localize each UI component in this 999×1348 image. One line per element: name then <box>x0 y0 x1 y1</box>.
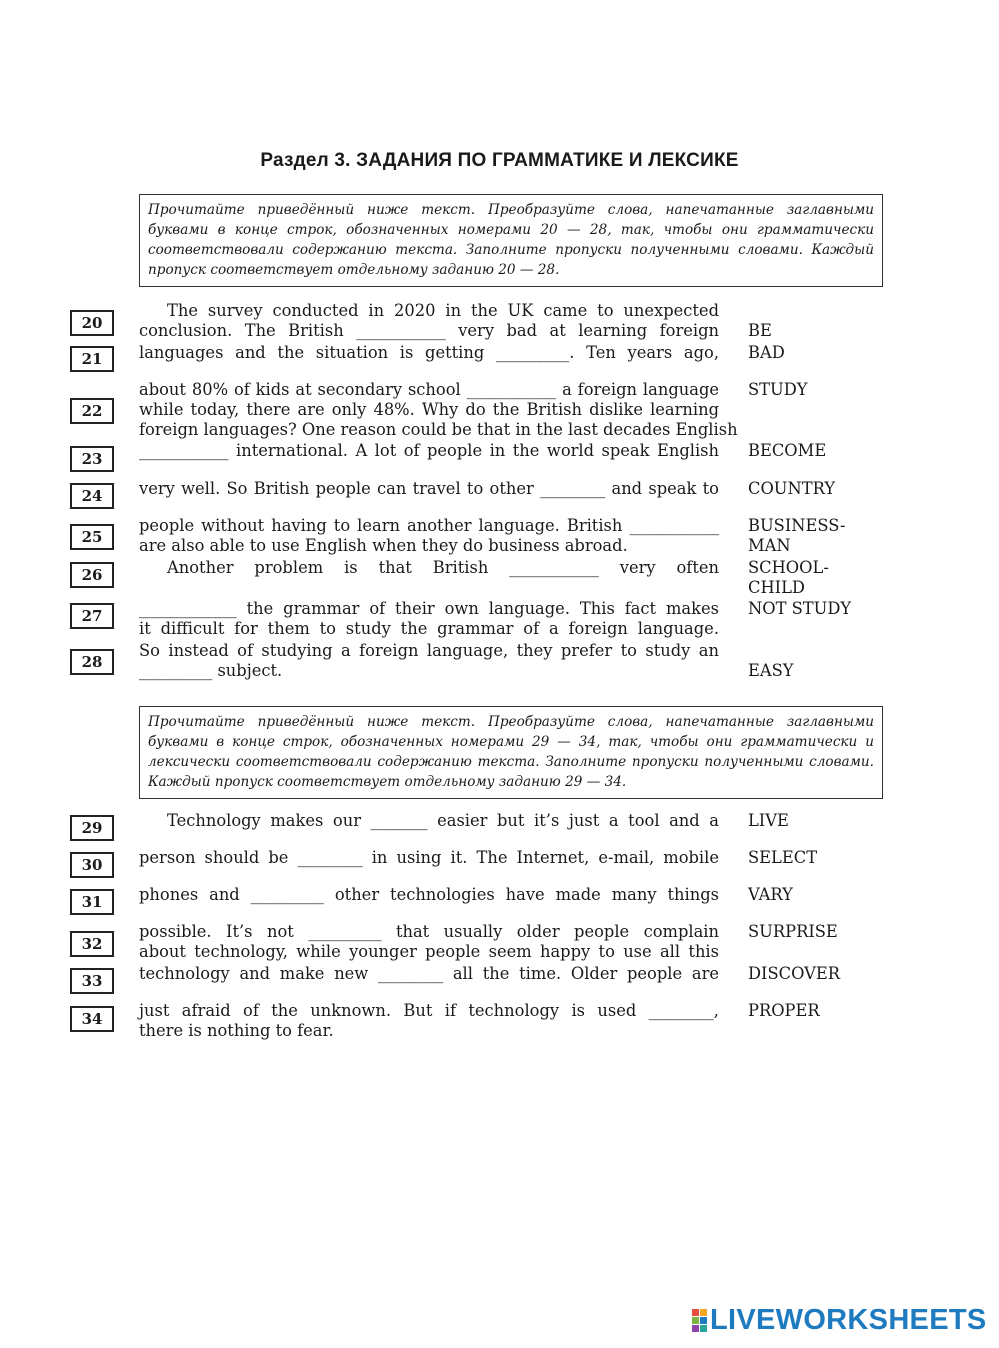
task-number: 32 <box>70 931 114 957</box>
key-word: CHILD <box>748 578 805 597</box>
key-word: PROPER <box>748 1001 820 1020</box>
text-line: So instead of studying a foreign language, they prefer to study an <box>139 641 719 660</box>
text-line: just afraid of the unknown. But if technology is used ________, <box>139 1001 719 1020</box>
task-number: 23 <box>70 446 114 472</box>
key-word: SURPRISE <box>748 922 838 941</box>
text-line: people without having to learn another language. British ___________ <box>139 516 719 535</box>
text-line: technology and make new ________ all the time. Older people are <box>139 964 719 983</box>
text-line: conclusion. The British ___________ very bad at learning foreign <box>139 321 719 340</box>
text-line: about technology, while younger people seem happy to use all this <box>139 942 719 961</box>
key-word: SELECT <box>748 848 818 867</box>
text-line: languages and the situation is getting _________. Ten years ago, <box>139 343 719 362</box>
text-line: ____________ the grammar of their own language. This fact makes <box>139 599 719 618</box>
task-number: 30 <box>70 852 114 878</box>
text-line: while today, there are only 48%. Why do the British dislike learning <box>139 400 719 419</box>
task-number: 20 <box>70 310 114 336</box>
key-word: BAD <box>748 343 785 362</box>
task-number: 34 <box>70 1006 114 1032</box>
instruction-box-20-28: Прочитайте приведённый ниже текст. Преобразуйте слова, напечатанные заглавными буквами в конце строк, обозначенных номерами 20 — 28, так, чтобы они грамматически соответствовали содержанию текста. Заполните пропуски полученными словами. Каждый пропуск соответствует отдельному заданию 20 — 28. <box>139 194 883 287</box>
text-line: there is nothing to fear. <box>139 1021 334 1040</box>
text-line: possible. It’s not _________ that usually older people complain <box>139 922 719 941</box>
task-number: 24 <box>70 483 114 509</box>
page-title: Раздел 3. ЗАДАНИЯ ПО ГРАММАТИКЕ И ЛЕКСИКЕ <box>260 150 739 171</box>
text-line: about 80% of kids at secondary school ___________ a foreign language <box>139 380 719 399</box>
text-line: ___________ international. A lot of people in the world speak English <box>139 441 719 460</box>
task-number: 33 <box>70 968 114 994</box>
text-line: _________ subject. <box>139 661 283 680</box>
key-word: DISCOVER <box>748 964 841 983</box>
text-line: very well. So British people can travel to other ________ and speak to <box>139 479 719 498</box>
liveworksheets-logo[interactable] <box>692 1303 987 1337</box>
task-number: 22 <box>70 398 114 424</box>
text-line: are also able to use English when they do business abroad. <box>139 536 628 555</box>
key-word: COUNTRY <box>748 479 836 498</box>
key-word: EASY <box>748 661 794 680</box>
instruction-box-29-34: Прочитайте приведённый ниже текст. Преобразуйте слова, напечатанные заглавными буквами в конце строк, обозначенных номерами 29 — 34, так, чтобы они грамматически и лексически соответствовали содержанию текста. Заполните пропуски полученными словами. Каждый пропуск соответствует отдельному заданию 29 — 34. <box>139 706 883 799</box>
key-word: NOT STUDY <box>748 599 852 618</box>
key-word: BUSINESS- <box>748 516 846 535</box>
key-word: SCHOOL- <box>748 558 829 577</box>
task-number: 21 <box>70 346 114 372</box>
task-number: 26 <box>70 562 114 588</box>
key-word: BE <box>748 321 772 340</box>
text-line: it difficult for them to study the grammar of a foreign language. <box>139 619 719 638</box>
key-word: STUDY <box>748 380 808 399</box>
text-line: phones and _________ other technologies have made many things <box>139 885 719 904</box>
key-word: BECOME <box>748 441 827 460</box>
text-line: Technology makes our _______ easier but it’s just a tool and a <box>167 811 719 830</box>
text-line: foreign languages? One reason could be that in the last decades English <box>139 420 738 439</box>
task-number: 29 <box>70 815 114 841</box>
logo-text: LIVEWORKSHEETS <box>710 1303 987 1336</box>
task-number: 31 <box>70 889 114 915</box>
key-word: LIVE <box>748 811 789 830</box>
text-line: person should be ________ in using it. The Internet, e-mail, mobile <box>139 848 719 867</box>
logo-blocks-icon <box>692 1309 707 1332</box>
text-line: Another problem is that British ___________ very often <box>167 558 719 577</box>
text-line: The survey conducted in 2020 in the UK came to unexpected <box>167 301 719 320</box>
task-number: 27 <box>70 603 114 629</box>
task-number: 25 <box>70 524 114 550</box>
key-word: VARY <box>748 885 793 904</box>
key-word: MAN <box>748 536 791 555</box>
task-number: 28 <box>70 649 114 675</box>
